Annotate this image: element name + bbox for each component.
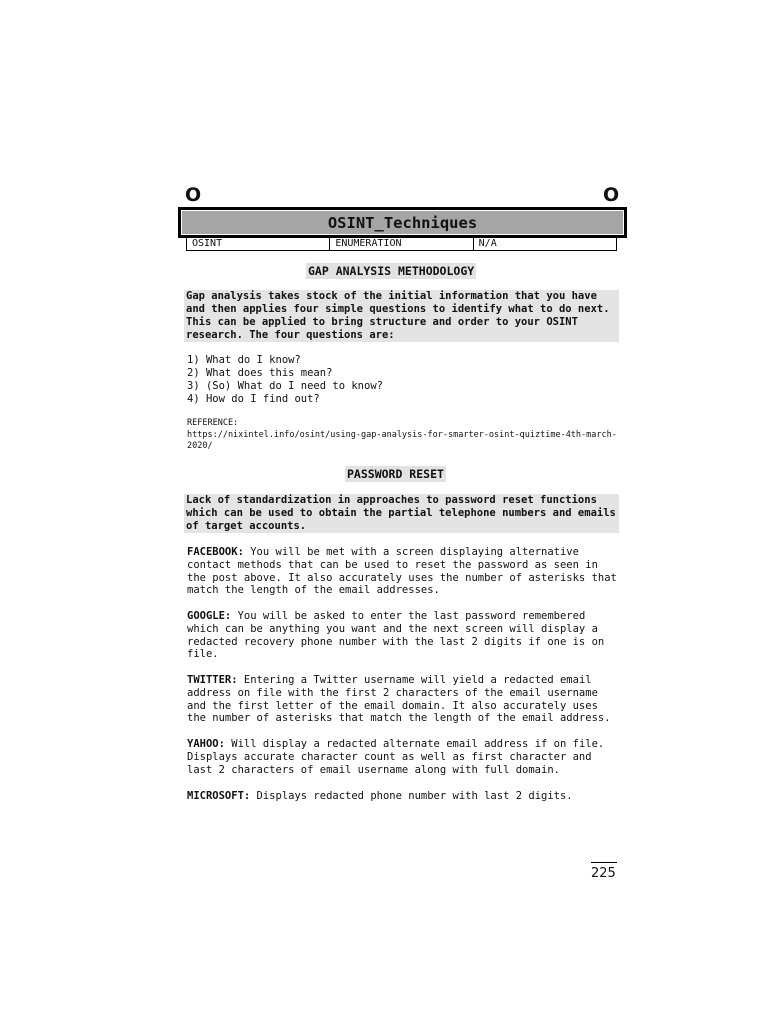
entry-label: FACEBOOK: <box>187 546 244 558</box>
entry-yahoo <box>187 738 619 776</box>
list-item: 1) What do I know? <box>187 354 301 366</box>
section-heading-gap-analysis: GAP ANALYSIS METHODOLOGY <box>308 264 475 278</box>
reference-link[interactable]: https://nixintel.info/osint/using-gap-analysis-for-smarter-osint-quiztime-4th-march-2020/ <box>187 429 617 451</box>
page-number-rule <box>591 862 617 863</box>
tag-cell-category: OSINT <box>187 237 330 250</box>
tag-cell-subcategory: ENUMERATION <box>330 237 473 250</box>
entry-label: YAHOO: <box>187 738 225 750</box>
corner-mark-left: O <box>185 184 202 206</box>
page-title: OSINT_Techniques <box>178 207 627 238</box>
entry-text: Displays redacted phone number with last 2 digits. <box>250 790 573 802</box>
gap-analysis-intro: Gap analysis takes stock of the initial information that you have and then applies four simple questions to identify what to do next. This can be applied to bring structure and order to your OSINT research. The four questions are: <box>184 290 619 342</box>
page-number: 225 <box>591 866 616 881</box>
entry-text: Will display a redacted alternate email address if on file. Displays accurate character count as well as first character and last 2 characters of email username along with full domain. <box>187 738 605 776</box>
entry-microsoft <box>187 790 619 803</box>
entry-facebook <box>187 546 619 597</box>
section-heading-password-reset: PASSWORD RESET <box>347 467 444 481</box>
entry-google <box>187 610 619 661</box>
corner-mark-right: O <box>603 184 620 206</box>
tag-table <box>186 236 617 251</box>
entry-text: You will be asked to enter the last password remembered which can be anything you want and the next screen will display a redacted recovery phone number with the last 2 digits if one is on file. <box>187 610 605 661</box>
gap-questions-list <box>187 354 383 406</box>
entry-label: TWITTER: <box>187 674 238 686</box>
list-item: 2) What does this mean? <box>187 367 333 379</box>
entry-twitter <box>187 674 619 725</box>
list-item: 3) (So) What do I need to know? <box>187 380 383 392</box>
tag-cell-extra: N/A <box>478 238 497 249</box>
entry-text: You will be met with a screen displaying alternative contact methods that can be used to reset the password as seen in the post above. It also accurately uses the number of asterisks that match the length of the email addresses. <box>187 546 617 597</box>
password-reset-intro: Lack of standardization in approaches to password reset functions which can be used to obtain the partial telephone numbers and emails of target accounts. <box>184 494 619 533</box>
list-item: 4) How do I find out? <box>187 393 320 405</box>
reference-label: REFERENCE: <box>187 418 239 428</box>
entry-label: MICROSOFT: <box>187 790 251 802</box>
entry-text: Entering a Twitter username will yield a redacted email address on file with the first 2 characters of the email username and the first letter of the email domain. It also accurately uses the number of asterisks that match the length of the email address. <box>187 674 611 725</box>
reference-block <box>187 418 619 453</box>
entry-label: GOOGLE: <box>187 610 232 622</box>
